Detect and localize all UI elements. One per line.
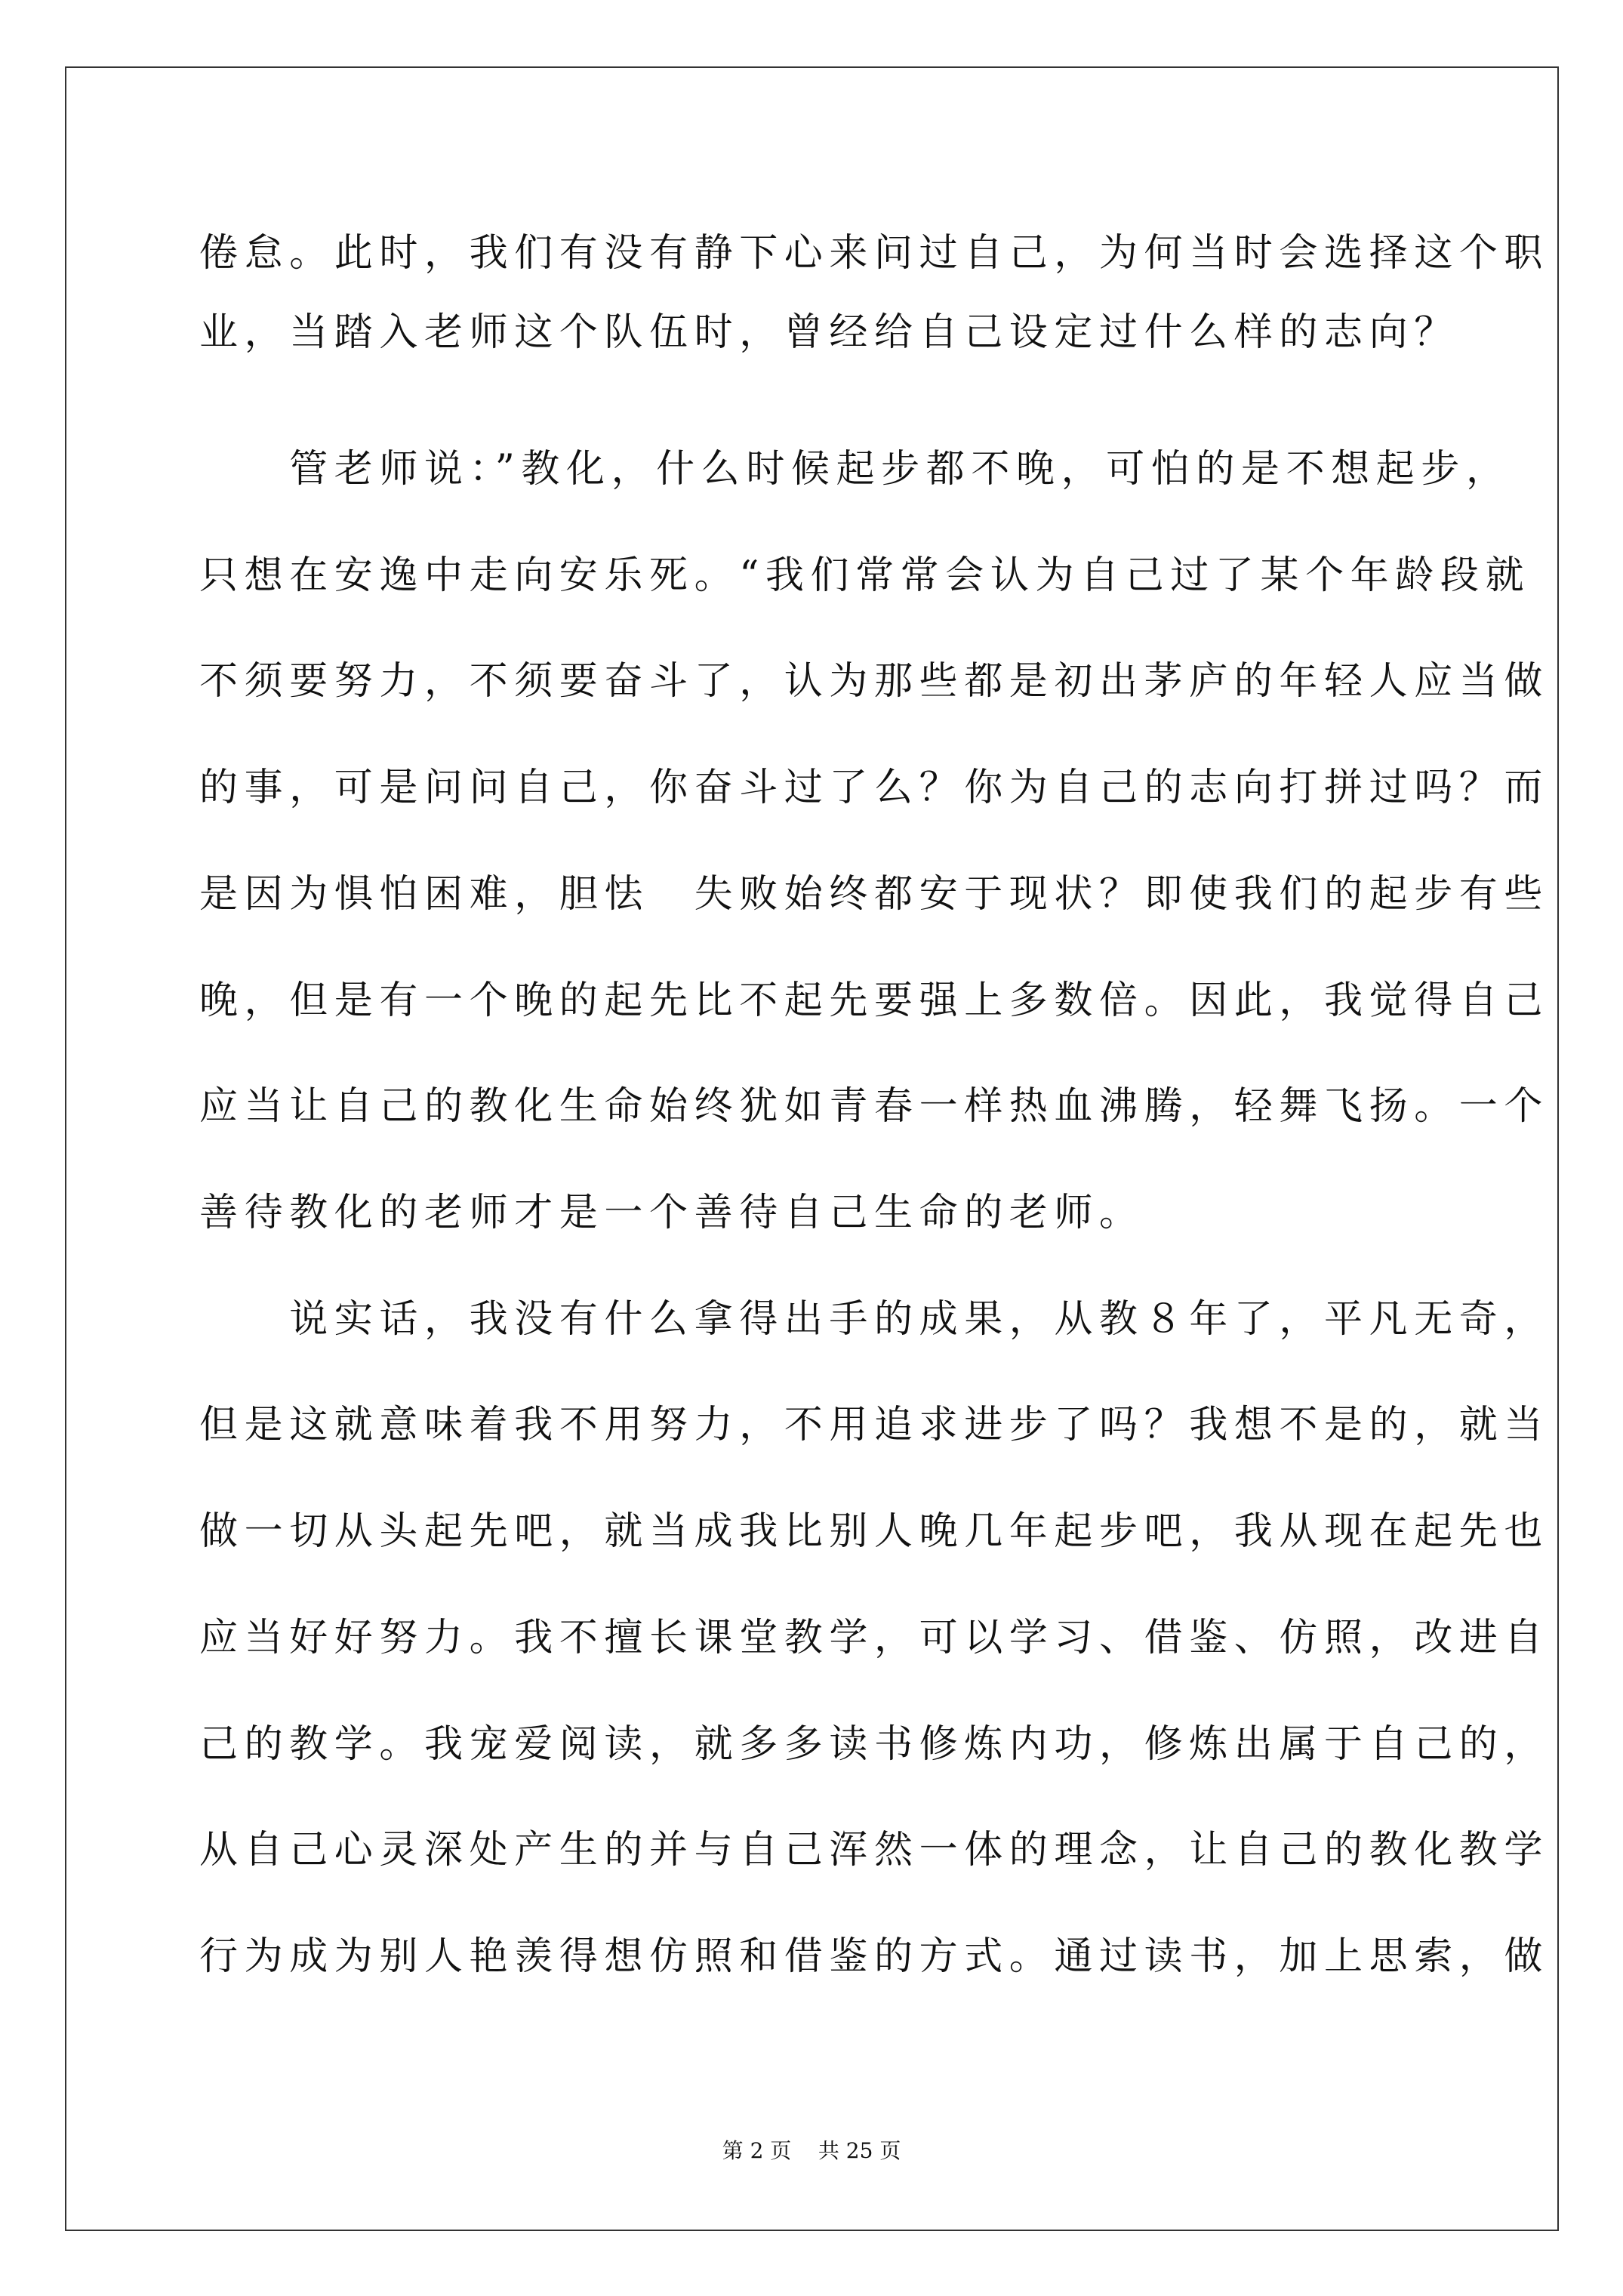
text-line: 业，当踏入老师这个队伍时，曾经给自己设定过什么样的志向？ bbox=[199, 310, 1459, 355]
text-line: 行为成为别人艳羡得想仿照和借鉴的方式。通过读书，加上思索，做 bbox=[199, 1934, 1550, 1979]
text-line: 但是这就意味着我不用努力，不用追求进步了吗？我想不是的，就当 bbox=[199, 1403, 1550, 1447]
text-line: 应当好好努力。我不擅长课堂教学，可以学习、借鉴、仿照，改进自 bbox=[199, 1616, 1550, 1660]
text-line: 应当让自己的教化生命始终犹如青春一样热血沸腾，轻舞飞扬。一个 bbox=[199, 1084, 1550, 1129]
text-line: 说实话，我没有什么拿得出手的成果，从教８年了，平凡无奇， bbox=[199, 1297, 1550, 1342]
text-line: 的事，可是问问自己，你奋斗过了么？你为自己的志向打拼过吗？而 bbox=[199, 766, 1550, 810]
text-line: 倦怠。此时，我们有没有静下心来问过自己，为何当时会选择这个职 bbox=[199, 231, 1550, 276]
text-line: 不须要努力，不须要奋斗了，认为那些都是初出茅庐的年轻人应当做 bbox=[199, 659, 1550, 704]
text-line: 是因为惧怕困难，胆怯 失败始终都安于现状？即使我们的起步有些 bbox=[199, 872, 1550, 917]
text-line: 己的教学。我宠爱阅读，就多多读书修炼内功，修炼出属于自己的， bbox=[199, 1722, 1550, 1767]
page-number-footer: 第 2 页 共 25 页 bbox=[722, 2138, 901, 2163]
text-line: 管老师说：”教化，什么时候起步都不晚，可怕的是不想起步， bbox=[199, 447, 1511, 492]
text-line: 做一切从头起先吧，就当成我比别人晚几年起步吧，我从现在起先也 bbox=[199, 1509, 1550, 1554]
text-line: 善待教化的老师才是一个善待自己生命的老师。 bbox=[199, 1191, 1144, 1235]
text-line: 只想在安逸中走向安乐死。“我们常常会认为自己过了某个年龄段就 bbox=[199, 553, 1531, 598]
page-border bbox=[65, 66, 1559, 2231]
text-line: 晚，但是有一个晚的起先比不起先要强上多数倍。因此，我觉得自己 bbox=[199, 978, 1550, 1023]
text-line: 从自己心灵深处产生的并与自己浑然一体的理念，让自己的教化教学 bbox=[199, 1828, 1550, 1872]
